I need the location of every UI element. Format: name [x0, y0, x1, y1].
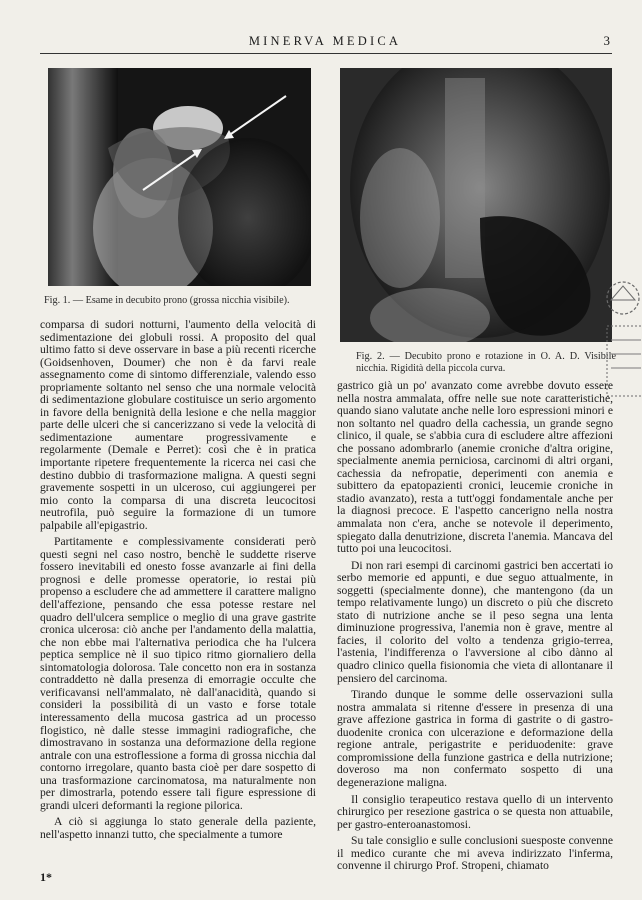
right-column: [337, 380, 613, 873]
running-title: MINERVA MEDICA: [248, 34, 402, 48]
figure-1-caption: Fig. 1. — Esame in decubito prono (grossa nicchia visibile).: [44, 295, 290, 306]
header-rule: [40, 53, 612, 54]
paragraph: Di non rari esempi di carcinomi gastrici ben accertati io serbo memorie ed appunti, e due seguo attualmente, in soggetti (specialmente donne), che mantengono (da un tempo relativamente lungo) un discreto o più che discreto stato di nutrizione anche se il peso segna una lenta diminuzione progressiva, l'anemia non è grave, mentre al facies, il colorito del volto a tendenza grigio-terrea, l'astenia, l'indifferenza o l'avversione al cibo dànno al quadro clinico quella fisionomia che vieta di allontanare il pensiero del carcinoma.: [337, 558, 613, 685]
figure-1-xray: [48, 68, 311, 286]
paragraph: A ciò si aggiunga lo stato generale della paziente, nell'aspetto innanzi tutto, che specialmente a tumore: [40, 815, 316, 841]
paragraph: Il consiglio terapeutico restava quello di un intervento chirurgico per resezione gastrica o se questa non attuabile, per gastro-enteroanastomosi.: [337, 792, 613, 831]
paragraph: gastrico già un po' avanzato come avrebbe dovuto essere nella nostra ammalata, offre nelle sue note caratteristiche, quando siano valutate anche nelle loro espressioni minori e non soltanto nel quadro della cachessia, un grande segno clinico, il quale, se s'abbia cura di escludere altre affezioni che possano adombrarlo (anemie croniche d'altra origine, specialmente anemia perniciosa, carcinomi di altri organi, cachessia da nefropatie, deperimenti con anemia e subittero da epatopazienti cronici, leucemie croniche in stadio avanzato), resta a tutt'oggi fondamentale anche per la diagnosi precoce. E l'aspetto cancerigno nella nostra ammalata non c'era, anche se notevole il deperimento, spiegato dalla denutrizione, discreta l'anemia. Mancava del tutto poi una leucocitosi.: [337, 379, 613, 556]
paragraph: comparsa di sudori notturni, l'aumento della velocità di sedimentazione dei globuli rossi. A proposito del qual ultimo fatto si deve osservare in base a più recenti ricerche (Goidsenhoven, Doumer) che non è da farvi reale assegnamento come di sintomo differenziale, valendo esso propriamente soltanto nel senso che una normale velocità di sedimentazione globulare costituisce un serio argomento in favore della benignità della lesione e che nella maggior parte delle ulceri che si cancerizzano si vede la velocità di sedimentazione aumentare progressivamente e regolarmente (Demale e Perret): così che è in pratica importante ripetere frequentemente la ricerca nei casi che destino dubbio di trasformazione maligna. A questi segni gravemente sospetti in un ulceroso, cui aggiungerei per mio conto la comparsa di una discreta leucocitosi neutrofila, può seguire la formazione di un tumore palpabile all'epigastrio.: [40, 318, 316, 532]
paragraph: Su tale consiglio e sulle conclusioni suesposte convenne il medico curante che mi aveva indirizzato l'inferma, convenne il chirurgo Prof. Stropeni, chiamato: [337, 834, 613, 873]
figure-2-xray: [340, 68, 612, 342]
page-number: 3: [603, 33, 610, 48]
signature-mark: 1*: [40, 870, 52, 884]
figure-2-caption: Fig. 2. — Decubito prono e rotazione in O. A. D. Visibile nicchia. Rigidità della piccola curva.: [356, 351, 616, 374]
page-header: [40, 34, 610, 50]
library-stamp-icon: [597, 278, 642, 406]
paragraph: Partitamente e complessivamente considerati però questi segni nel caso nostro, benchè le suddette riserve fossero inevitabili ed onesto fosse avanzarle ai fini della prognosi e delle promesse operatorie, io restai più propenso a escludere che ad ammettere il carattere maligno dell'affezione, pensando che essa potesse restare nel quadro dell'ulcera semplice o meglio di una grave gastrite cronica ulcerosa: ciò anche per l'andamento della malattia, che non ebbe mai l'alternativa periodica che ha l'ulcera peptica semplice nè il suo tipico ritmo giornaliero della sintomatologia dolorosa. Tale concetto non era in sostanza contraddetto nè dalla presenza di emorragie occulte che verificavansi nell'ammalato, nè dall'anacidità, quando si consideri la possibilità di un vasto e forse totale interessamento della mucosa gastrica ad un processo flogistico, nè dalle stesse immagini radiografiche, che dimostravano in sostanza una deformazione della regione antrale con una estroflessione a forma di grossa nicchia dal contorno irregolare, quanto basta cioè per dare sospetto di una trasformazione carcinomatosa, ma naturalmente non per dimostrarla, potendo essere tali figure espressione di grandi ulceri deformanti la regione pilorica.: [40, 535, 316, 812]
paragraph: Tirando dunque le somme delle osservazioni sulla nostra ammalata si ritenne d'essere in presenza di una grave affezione gastrica in forma di gastrite o di gastro-duodenite cronica con ulcerazione e deformazione della regione antrale, perigastrite e periduodenite: grave compromissione della funzione gastrica e della nutrizione; doveroso ma non confermato sospetto di una degenerazione maligna.: [337, 688, 613, 789]
left-column: [40, 319, 316, 841]
